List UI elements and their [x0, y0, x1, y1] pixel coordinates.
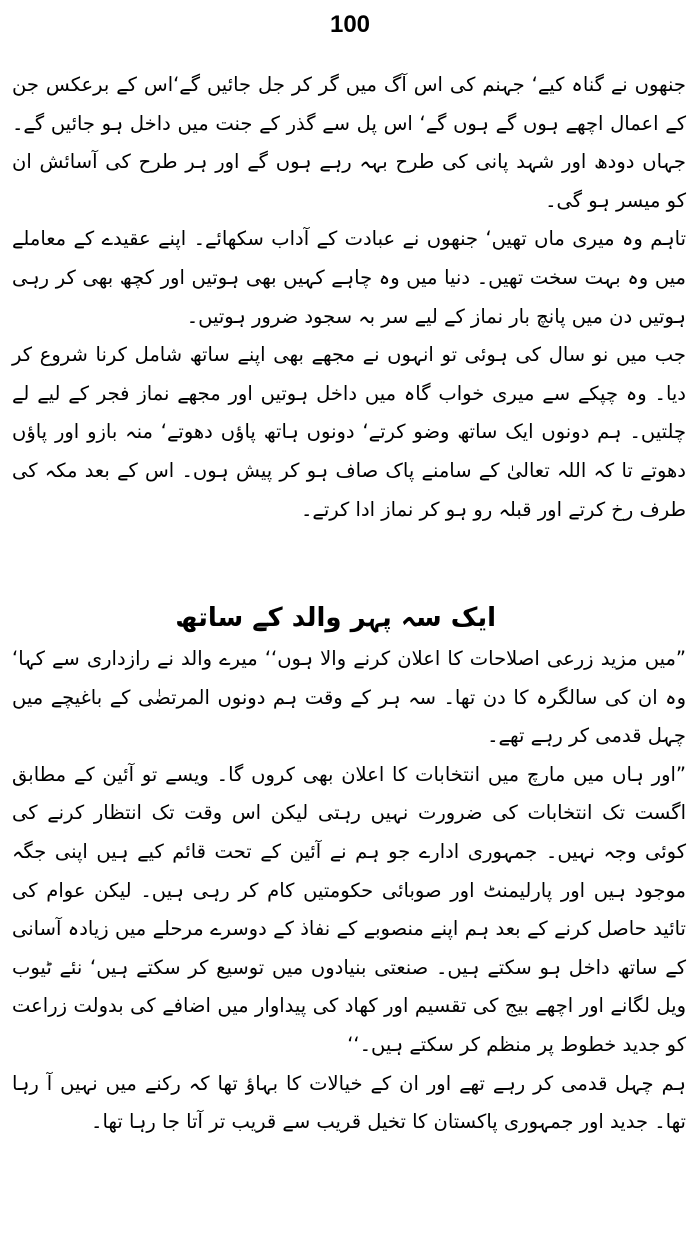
section-heading: ایک سہ پہر والد کے ساتھ: [175, 603, 496, 633]
paragraph-land-reforms: ”میں مزید زرعی اصلاحات کا اعلان کرنے والا ہوں‘‘ میرے والد نے رازداری سے کہا‘ وہ ان کی سالگرہ کا دن تھا۔ سہ ہر کے وقت ہم دونوں المرتضٰی کے باغیچے میں چہل قدمی کر رہے تھے۔: [12, 647, 686, 748]
paragraph-elections: ”اور ہاں میں مارچ میں انتخابات کا اعلان بھی کروں گا۔ ویسے تو آئین کے مطابق اگست تک انتخابات کی ضرورت نہیں رہتی لیکن اس وقت تک انتظار کرنے کی کوئی وجہ نہیں۔ جمہوری ادارے جو ہم نے آئین کے تحت قائم کیے ہیں اپنی جگہ موجود ہیں اور پارلیمنٹ اور صوبائی حکومتیں کام کر رہی ہیں۔ لیکن عوام کی تائید حاصل کرنے کے بعد ہم اپنے منصوبے کے نفاذ کے دوسرے مرحلے میں زیادہ آسانی کے ساتھ داخل ہو سکتے ہیں۔ صنعتی بنیادوں میں توسیع کر سکتے ہیں‘ نئے ٹیوب ویل لگانے اور اچھے بیج کی تقسیم اور کھاد کی پیداوار میں اضافے کی بدولت زراعت کو جدید خطوط پر منظم کر سکتے ہیں۔‘‘: [12, 762, 686, 1056]
section-intro-text: [12, 66, 686, 529]
paragraph-walk: ہم چہل قدمی کر رہے تھے اور ان کے خیالات کا بہاؤ تھا کہ رکنے میں نہیں آ رہا تھا۔ جدید اور جمہوری پاکستان کا تخیل قریب سے قریب تر آتا جا رہا تھا۔: [12, 1071, 686, 1134]
section-father-text: [12, 640, 686, 1142]
paragraph-morning-prayer: جب میں نو سال کی ہوئی تو انہوں نے مجھے بھی اپنے ساتھ شامل کرنا شروع کر دیا۔ وہ چپکے سے میری خواب گاہ میں داخل ہوتیں اور مجھے نماز فجر کے لیے لے چلتیں۔ ہم دونوں ایک ساتھ وضو کرتے‘ دونوں ہاتھ پاؤں دھوتے‘ منہ بازو اور پاؤں دھوتے تا کہ اللہ تعالیٰ کے سامنے پاک صاف ہو کر پیش ہوں۔ اس کے بعد مکہ کی طرف رخ کرتے اور قبلہ رو ہو کر نماز ادا کرتے۔: [12, 343, 686, 521]
page-number: 100: [329, 11, 371, 38]
paragraph-judgement: جنھوں نے گناہ کیے‘ جہنم کی اس آگ میں گر کر جل جائیں گے‘اس کے برعکس جن کے اعمال اچھے ہوں گے ہوں گے‘ اس پل سے گذر کے جنت میں داخل ہو جائیں گے۔ جہاں دودھ اور شہد پانی کی طرح بہہ رہے ہوں گے اور ہر طرح کی آسائش ان کو میسر ہو گی۔: [12, 73, 686, 212]
paragraph-mother-worship: تاہم وہ میری ماں تھیں‘ جنھوں نے عبادت کے آداب سکھائے۔ اپنے عقیدے کے معاملے میں وہ بہت سخت تھیں۔ دنیا میں وہ چاہے کہیں بھی ہوتیں اور کچھ بھی کر رہی ہوتیں دن میں پانچ بار نماز کے لیے سر بہ سجود ضرور ہوتیں۔: [12, 227, 686, 328]
